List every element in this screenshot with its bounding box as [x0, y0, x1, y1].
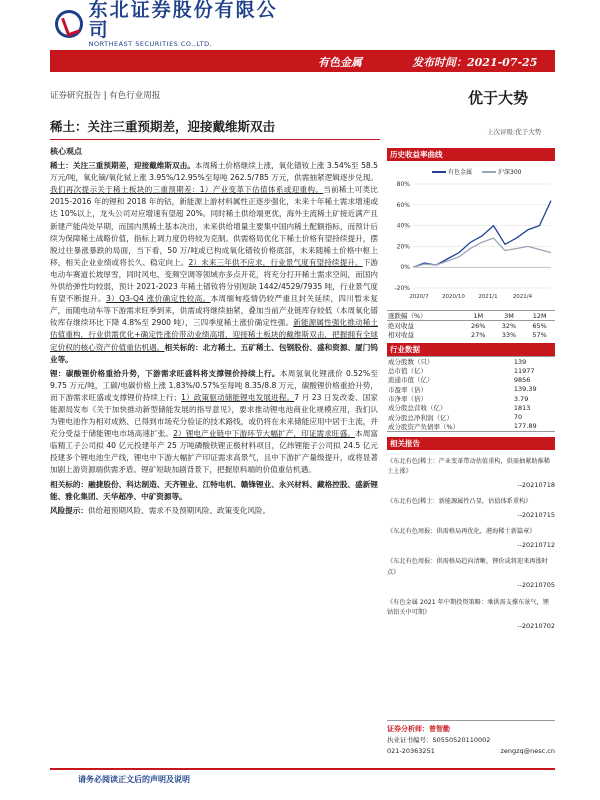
- table-row: [387, 366, 555, 375]
- perf-cell: 27%: [471, 330, 486, 339]
- perf-cell: 33%: [501, 330, 517, 339]
- y-tick-label: 60%: [396, 201, 410, 209]
- table-row: [387, 394, 555, 403]
- stat-value: 9856: [513, 375, 531, 384]
- stat-value: 139: [513, 357, 527, 366]
- stat-value: 11977: [513, 366, 535, 375]
- stat-label: 总市值（亿）: [388, 367, 427, 376]
- lithium-lead: 锂：碳酸锂价格重拾升势，下游需求旺盛料将支撑锂价持续上行。: [50, 368, 280, 378]
- publish-date: 发布时间：2021-07-25: [412, 56, 538, 69]
- risk-paragraph: [50, 505, 378, 517]
- core-views: [50, 146, 378, 519]
- rare-earth-highlight-2: 2）未来三年供不应求，行业景气度有望持续提升。: [188, 257, 363, 267]
- table-row: [387, 357, 555, 367]
- stat-value: 3.79: [513, 394, 529, 403]
- stat-label: 市净率（倍）: [388, 395, 427, 404]
- table-row: [387, 412, 555, 421]
- rare-earth-text-b: 当前稀土可类比 2015-2016 年的锂和 2018 年的钴，新能源上游材料属性正逐步强化，未来十年稀土需求增速或达 10%以上，龙头公司对应增速有望超 20%。同时稀土供给端更优，海外主流稀土矿接近满产且新建产能尚处早期，而国内黑稀土基本决出，未来供给增量主要集中国内稀土配额指标，而预计后续为保障稀土战略价值，指标上调力度仍将较为克制。供需格局优化下稀土价格有望持续提升，摆脱过往暴涨暴跌的局面，当下看，50 万/吨或已构成氧化镨钕价格底部，未来随稀土价格中枢上移，相关企业业绩或将长久、稳定向上。: [50, 185, 379, 267]
- logo-mark-icon: [55, 10, 83, 38]
- related-report-item[interactable]: [387, 598, 555, 632]
- table-row: [387, 321, 555, 331]
- stat-label: 流通市值（亿）: [388, 376, 434, 385]
- x-tick-label: 2020/10: [442, 294, 465, 300]
- related-report-title: 《东北有色周报：供需格局趋向清晰，锂价或将迎来再涨时点》: [387, 558, 548, 576]
- lithium-text-b: 7 月 23 日发改委、国家能源局发布《关于加快推动新型储能发展的指导意见》，要求推动锂电池商业化规模应用，我们认为锂电池作为相对成熟、已得到市场充分验证的技术路线，或仍将在未来储能应用中居于主流，并充分受益于储能锂电市场高速扩张。: [50, 392, 378, 439]
- lithium-highlight: 1）政策驱动储能锂电发展进程。: [181, 392, 295, 402]
- legend-item-csi300: 沪深300: [482, 167, 521, 176]
- y-tick-label: 40%: [396, 222, 410, 230]
- footer-divider: [50, 768, 555, 770]
- performance-table: [387, 310, 555, 339]
- related-report-item[interactable]: [387, 527, 555, 550]
- stat-label: 成分股总净利润（亿）: [388, 413, 453, 422]
- report-title: 稀土：关注三重预期差，迎接戴维斯双击: [50, 119, 276, 134]
- stat-label: 成分股数（只）: [388, 358, 434, 366]
- rare-earth-lead: 稀土：关注三重预期差，迎接戴维斯双击。: [50, 161, 195, 171]
- perf-header-cell: 1M: [463, 311, 494, 321]
- related-report-item[interactable]: [387, 557, 555, 591]
- title-divider: [50, 139, 380, 140]
- related-report-date: --20210715: [517, 510, 555, 519]
- stats-section-title: 行业数据: [387, 343, 555, 356]
- stat-value: 1813: [513, 403, 531, 412]
- table-row: [387, 385, 555, 394]
- related-report-item[interactable]: [387, 457, 555, 491]
- y-tick-label: -20%: [394, 285, 410, 292]
- series-line-csi300: [413, 238, 551, 267]
- perf-cell: 57%: [532, 330, 547, 339]
- analyst-license: 执业证书编号：S0550520110002: [387, 736, 491, 744]
- legend-item-nonferrous: 有色金属: [432, 167, 472, 176]
- rare-earth-paragraph: [50, 160, 378, 366]
- perf-cell: 32%: [501, 321, 517, 330]
- y-tick-label: 80%: [396, 181, 410, 188]
- lithium-rec: 融捷股份、科达制造、天齐锂业、江特电机、赣锋锂业、永兴材料、藏格控股、盛新锂能、雅化集团、天华超净、中矿资源等。: [50, 479, 379, 501]
- x-tick-label: 2021/4: [512, 294, 533, 300]
- table-row: [387, 330, 555, 339]
- stat-value: 177.89: [513, 422, 537, 431]
- stat-value: 70: [513, 413, 523, 422]
- table-row: [387, 403, 555, 412]
- analyst-name: 证券分析师：曾智勤: [387, 725, 450, 733]
- analyst-info: [387, 720, 555, 757]
- stat-value: 139.39: [513, 385, 537, 394]
- related-report-title: 《东北有色|稀土：新能源属性凸显，估值体系重构》: [387, 498, 532, 506]
- risk-lead: 风险提示：: [50, 505, 88, 515]
- chart-legend: [432, 167, 555, 176]
- sidebar: [387, 148, 555, 631]
- y-tick-label: 20%: [396, 243, 410, 251]
- rare-earth-rec-lead: 相关标的：: [164, 342, 203, 352]
- perf-header-cell: 3M: [494, 311, 525, 321]
- lithium-highlight-2: 2）锂电产业链中下游环节大幅扩产，印证需求旺盛。: [173, 429, 356, 439]
- related-reports: [387, 457, 555, 632]
- analyst-phone: 021-20363251: [387, 747, 435, 755]
- rare-earth-highlight-3: 3）Q3-Q4 涨价确定性较高。: [105, 294, 211, 304]
- related-report-title: 《东北有色|稀土：产业变革带动估值重构，供需抽紧助推稀土上涨》: [387, 457, 550, 476]
- related-report-title: 《东北有色周报：供需格局再优化，港海稀土新篇章》: [387, 528, 536, 536]
- lithium-rec-lead: 相关标的：: [50, 479, 89, 489]
- related-report-title: 《有色金属 2021 年中期投资策略：乘供需支撑东景气，锂钴铝关中可期》: [387, 598, 549, 617]
- risk-text: 供给超预期风险、需求不及预期风险、政策变化风险。: [87, 505, 271, 515]
- sector-label: 有色金属: [318, 56, 362, 69]
- rare-earth-rec: 北方稀土、五矿稀土、包钢股份、盛和资源、厦门钨业等。: [50, 342, 379, 364]
- rare-earth-highlight: 我们再次提示关于稀土板块的三重预期差：1）产业变革下估值体系或迎重构。: [50, 185, 324, 195]
- company-logo: [55, 0, 295, 48]
- previous-rating: 上次评级:优于大势: [487, 128, 542, 136]
- analyst-email[interactable]: zengzq@nesc.cn: [500, 747, 555, 755]
- related-report-item[interactable]: [387, 497, 555, 520]
- perf-cell: 65%: [532, 321, 547, 330]
- perf-header-cell: 涨跌幅（%）: [387, 311, 463, 321]
- x-tick-label: 2020/7: [409, 294, 429, 300]
- table-row: [387, 375, 555, 384]
- return-chart: [387, 176, 555, 306]
- x-tick-label: 2021/1: [478, 294, 498, 300]
- perf-cell: 相对收益: [388, 331, 414, 339]
- company-name-en: NORTHEAST SECURITIES CO.,LTD.: [88, 40, 213, 48]
- y-tick-label: 0%: [400, 264, 410, 272]
- lithium-text-a: 本周氢氧化锂涨价 0.52%至 9.75 万元/吨，工碳/电碳价格上涨 1.83%/0.57%至每吨 8.35/8.8 万元，碳酸锂价格重拾升势，而下游需求旺盛或支撑锂价持续上行；: [50, 368, 378, 402]
- related-section-title: 相关报告: [387, 437, 555, 450]
- lithium-rec-paragraph: [50, 479, 378, 503]
- perf-cell: 绝对收益: [388, 322, 414, 330]
- breadcrumb: 证券研究报告 | 有色行业周报: [50, 91, 161, 101]
- lithium-text-c: 本周富临精工子公司拟 40 亿元投建年产 25 万吨磷酸铁锂正极材料项目，亿纬锂能子公司拟 24.5 亿元投建多个锂电池生产线，锂电中下游大幅扩产印证需求高景气，且中下游扩产量级提升，或将显著加剧上游资源端供需矛盾。锂矿短缺加剧背景下，把握原料端的价值重估机遇。: [50, 429, 378, 475]
- rare-earth-text-c: 下游电动车赛道长坡厚雪，同时风电、变频空调等领域亦多点开花，将充分打开稀土需求空间，而国内外供给弹性均较弱，预计 2021-2023 年稀土镨钕将分别短缺 1442/4529/7935 吨，行业景气度有望不断提升。: [50, 257, 378, 304]
- company-name-cn: 东北证券股份有限公司: [88, 0, 278, 41]
- stat-label: 成分股资产负债率（%）: [388, 422, 460, 431]
- rating: 优于大势: [468, 89, 529, 107]
- related-report-date: --20210712: [517, 540, 555, 549]
- lithium-paragraph: [50, 368, 378, 477]
- stats-table: [387, 356, 555, 432]
- stat-label: 成分股总营收（亿）: [388, 404, 447, 413]
- series-line-nonferrous: [413, 201, 551, 268]
- rare-earth-text-d: 本周缅甸疫情仍较严重且封关延续，四川暂未复产，而随电动车等下游需求旺季到来，供需或将继续抽紧，叠加当前产业链库存较低（本周氧化镨钕库存继续环比下降 4.8%至 2900 吨），三四季度稀土涨价确定性强。: [50, 294, 378, 328]
- stat-label: 市盈率（倍）: [388, 385, 427, 394]
- related-report-date: --20210718: [517, 480, 555, 489]
- rare-earth-highlight-4: 新能源属性强化推动稀土估值重构，行业供需优化+确定性涨价带动业绩高增，迎接稀土板块的戴维斯双击，把握拥有全球定价权的核心资产价值重估机遇。: [50, 318, 379, 352]
- chart-section-title: 历史收益率曲线: [387, 148, 555, 161]
- perf-cell: 26%: [471, 321, 486, 330]
- table-row: [387, 422, 555, 432]
- footer-disclaimer: 请务必阅读正文后的声明及说明: [78, 775, 190, 784]
- related-report-date: --20210702: [517, 621, 555, 630]
- perf-header-cell: 12M: [524, 311, 555, 321]
- related-report-date: --20210705: [517, 581, 555, 590]
- core-views-heading: 核心观点: [50, 147, 82, 156]
- rare-earth-text-a: 本周稀土价格继续上涨，氧化镨钕上涨 3.54%至 58.5 万元/吨，氧化镝/氧化铽上涨 3.95%/12.95%至每吨 262.5/785 万元，供需抽紧逻辑逐步兑现。: [50, 161, 379, 183]
